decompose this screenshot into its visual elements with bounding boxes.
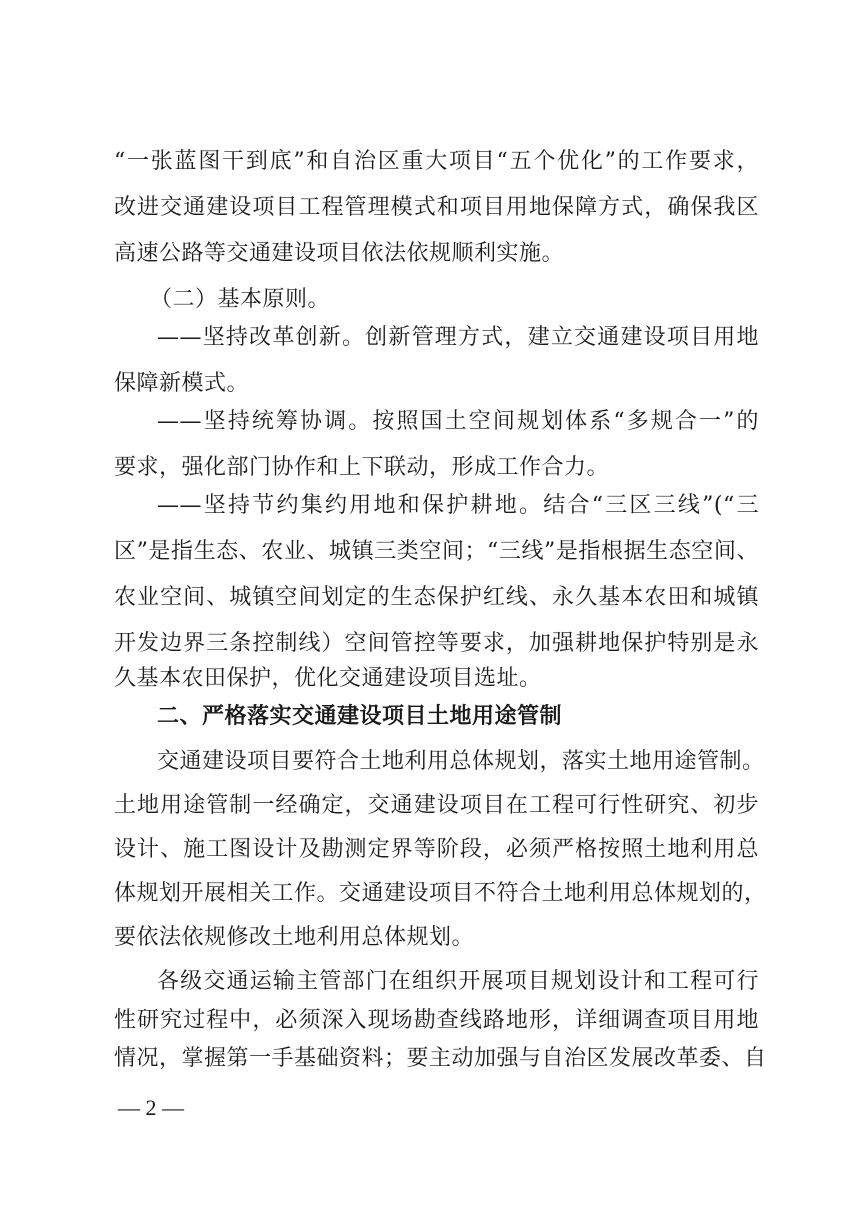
paragraph-line: “一张蓝图干到底”和自治区重大项目“五个优化”的工作要求， (114, 149, 759, 174)
paragraph-line: 保障新模式。 (114, 371, 250, 396)
paragraph-line: 体规划开展相关工作。交通建设项目不符合土地利用总体规划的， (114, 881, 767, 906)
paragraph-line: 久基本农田保护，优化交通建设项目选址。 (114, 666, 542, 691)
paragraph-line: 要依法依规修改土地利用总体规划。 (114, 925, 475, 950)
page-number: — 2 — (118, 1095, 184, 1120)
paragraph-line: ——坚持改革创新。创新管理方式，建立交通建设项目用地 (157, 325, 759, 350)
paragraph-line: 高速公路等交通建设项目依法依规顺利实施。 (114, 241, 565, 266)
paragraph-line: 情况，掌握第一手基础资料；要主动加强与自治区发展改革委、自 (114, 1046, 767, 1071)
section-heading: 二、严格落实交通建设项目土地用途管制 (157, 704, 563, 729)
paragraph-line: 设计、施工图设计及勘测定界等阶段，必须严格按照土地利用总 (114, 837, 759, 862)
paragraph-line: 交通建设项目要符合土地利用总体规划，落实土地用途管制。 (157, 749, 765, 774)
paragraph-line: 土地用途管制一经确定，交通建设项目在工程可行性研究、初步 (114, 793, 759, 818)
paragraph-line: 要求，强化部门协作和上下联动，形成工作合力。 (114, 455, 610, 480)
paragraph-line: 各级交通运输主管部门在组织开展项目规划设计和工程可行 (157, 969, 759, 994)
paragraph-line: 性研究过程中，必须深入现场勘查线路地形，详细调查项目用地 (114, 1008, 759, 1033)
section-subheading: （二）基本原则。 (150, 287, 331, 312)
paragraph-line: 区”是指生态、农业、城镇三类空间；“三线”是指根据生态空间、 (114, 539, 759, 564)
paragraph-line: ——坚持节约集约用地和保护耕地。结合“三区三线”(“三 (157, 493, 759, 518)
paragraph-line: 农业空间、城镇空间划定的生态保护红线、永久基本农田和城镇 (114, 585, 759, 610)
paragraph-line: 开发边界三条控制线）空间管控等要求，加强耕地保护特别是永 (114, 631, 759, 656)
paragraph-line: 改进交通建设项目工程管理模式和项目用地保障方式，确保我区 (114, 195, 759, 220)
paragraph-line: ——坚持统筹协调。按照国土空间规划体系“多规合一”的 (157, 409, 759, 434)
